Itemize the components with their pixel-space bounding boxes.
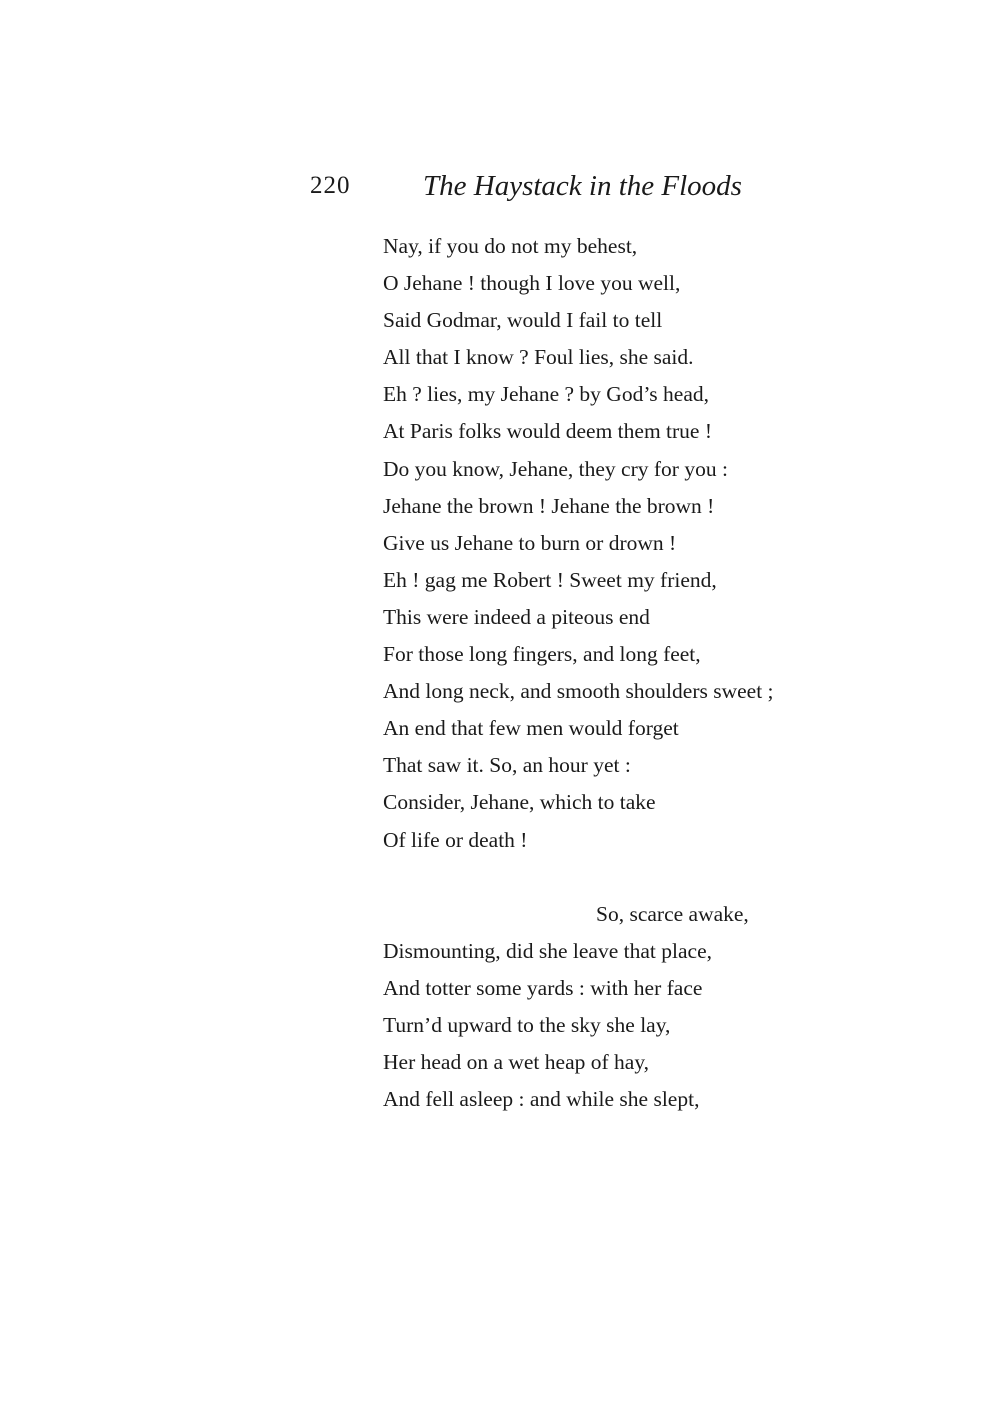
running-header — [310, 170, 910, 210]
verse-line: Of life or death ! — [383, 827, 528, 852]
running-title: The Haystack in the Floods — [423, 170, 742, 202]
verse-line: And totter some yards : with her face — [383, 976, 703, 1001]
verse-line: And long neck, and smooth shoulders sweet ; — [383, 679, 774, 704]
verse-line: Consider, Jehane, which to take — [383, 790, 656, 815]
page-number: 220 — [310, 172, 351, 199]
verse-line: This were indeed a piteous end — [383, 604, 650, 629]
verse-line: Eh ? lies, my Jehane ? by God’s head, — [383, 382, 709, 407]
verse-line: Give us Jehane to burn or drown ! — [383, 530, 677, 555]
verse-line: At Paris folks would deem them true ! — [383, 419, 713, 444]
verse-line: O Jehane ! though I love you well, — [383, 271, 681, 296]
verse-line: Said Godmar, would I fail to tell — [383, 308, 663, 333]
verse-line: Eh ! gag me Robert ! Sweet my friend, — [383, 567, 717, 592]
verse-line: That saw it. So, an hour yet : — [383, 753, 631, 778]
poem-stanza-2 — [383, 896, 749, 1119]
verse-line: Dismounting, did she leave that place, — [383, 939, 712, 964]
verse-line: Do you know, Jehane, they cry for you : — [383, 456, 728, 481]
verse-line: Her head on a wet heap of hay, — [383, 1050, 650, 1075]
verse-line: All that I know ? Foul lies, she said. — [383, 345, 694, 370]
verse-line-indented: So, scarce awake, — [596, 902, 749, 926]
poem-stanza-1 — [383, 228, 774, 859]
verse-line: Turn’d upward to the sky she lay, — [383, 1013, 671, 1038]
verse-line: For those long fingers, and long feet, — [383, 642, 701, 667]
verse-line: Jehane the brown ! Jehane the brown ! — [383, 493, 715, 518]
verse-line: Nay, if you do not my behest, — [383, 234, 638, 258]
verse-line: An end that few men would forget — [383, 716, 679, 741]
verse-line: And fell asleep : and while she slept, — [383, 1087, 700, 1112]
